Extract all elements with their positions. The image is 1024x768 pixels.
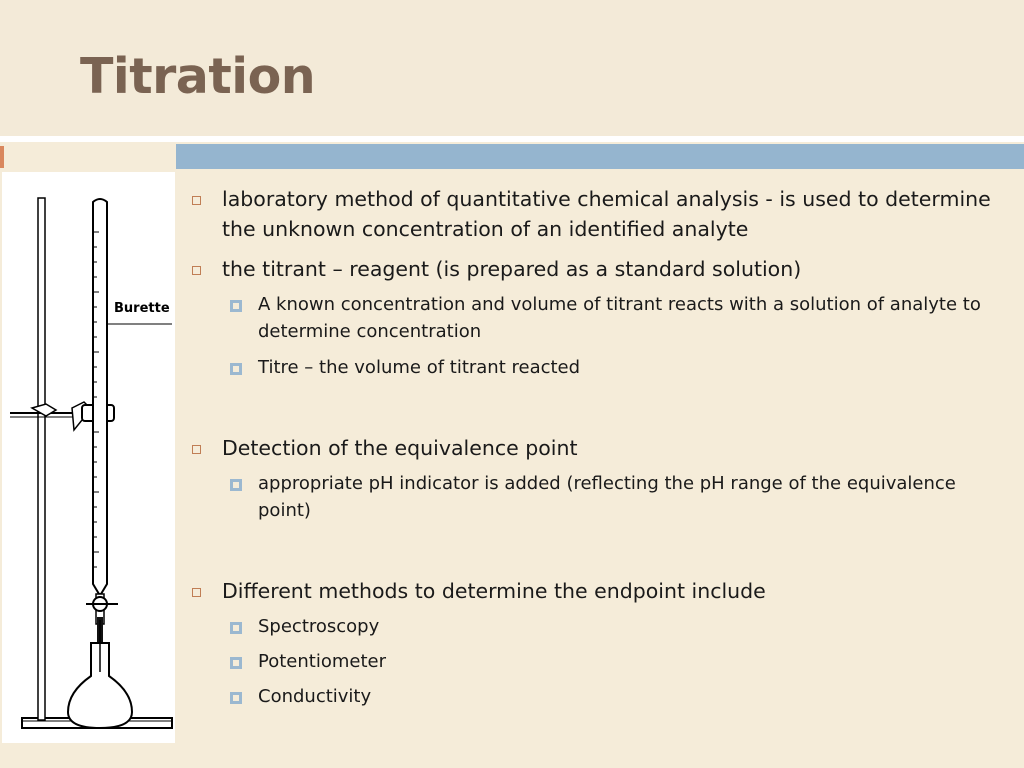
square-bullet-icon [192,196,201,205]
bullet-list [188,184,998,710]
list-item [188,683,998,710]
burette-label: Burette [114,301,170,316]
accent-mark [0,146,4,168]
list-item [188,354,998,381]
blue-square-bullet-icon [230,657,242,669]
list-item-text: Potentiometer [258,651,386,672]
blue-square-bullet-icon [230,300,242,312]
square-bullet-icon [192,445,201,454]
list-item-text: appropriate pH indicator is added (reflecting the pH range of the equivalence point) [258,473,956,521]
list-item [188,613,998,640]
list-item-text: the titrant – reagent (is prepared as a standard solution) [222,257,802,281]
slide-title: Titration [80,48,316,105]
list-item [188,254,998,284]
blue-square-bullet-icon [230,692,242,704]
list-item-text: Conductivity [258,686,372,707]
blue-square-bullet-icon [230,363,242,375]
list-item-text: laboratory method of quantitative chemical analysis - is used to determine the unknown concentration of an identified analyte [222,187,991,241]
burette-stand-drawing [2,172,175,743]
list-item [188,184,998,244]
list-item-text: Spectroscopy [258,616,380,637]
list-item [188,576,998,606]
list-item-text: A known concentration and volume of titrant reacts with a solution of analyte to determine concentration [258,294,981,342]
list-item-text: Detection of the equivalence point [222,436,578,460]
list-item-text: Different methods to determine the endpoint include [222,579,766,603]
list-item-text: Titre – the volume of titrant reacted [258,357,581,378]
square-bullet-icon [192,266,201,275]
list-item [188,433,998,463]
square-bullet-icon [192,588,201,597]
burette-illustration [2,172,175,743]
list-item [188,291,998,345]
list-item [188,470,998,524]
blue-square-bullet-icon [230,622,242,634]
title-divider [0,136,1024,142]
blue-square-bullet-icon [230,479,242,491]
blue-accent-bar [176,144,1024,169]
list-item [188,648,998,675]
